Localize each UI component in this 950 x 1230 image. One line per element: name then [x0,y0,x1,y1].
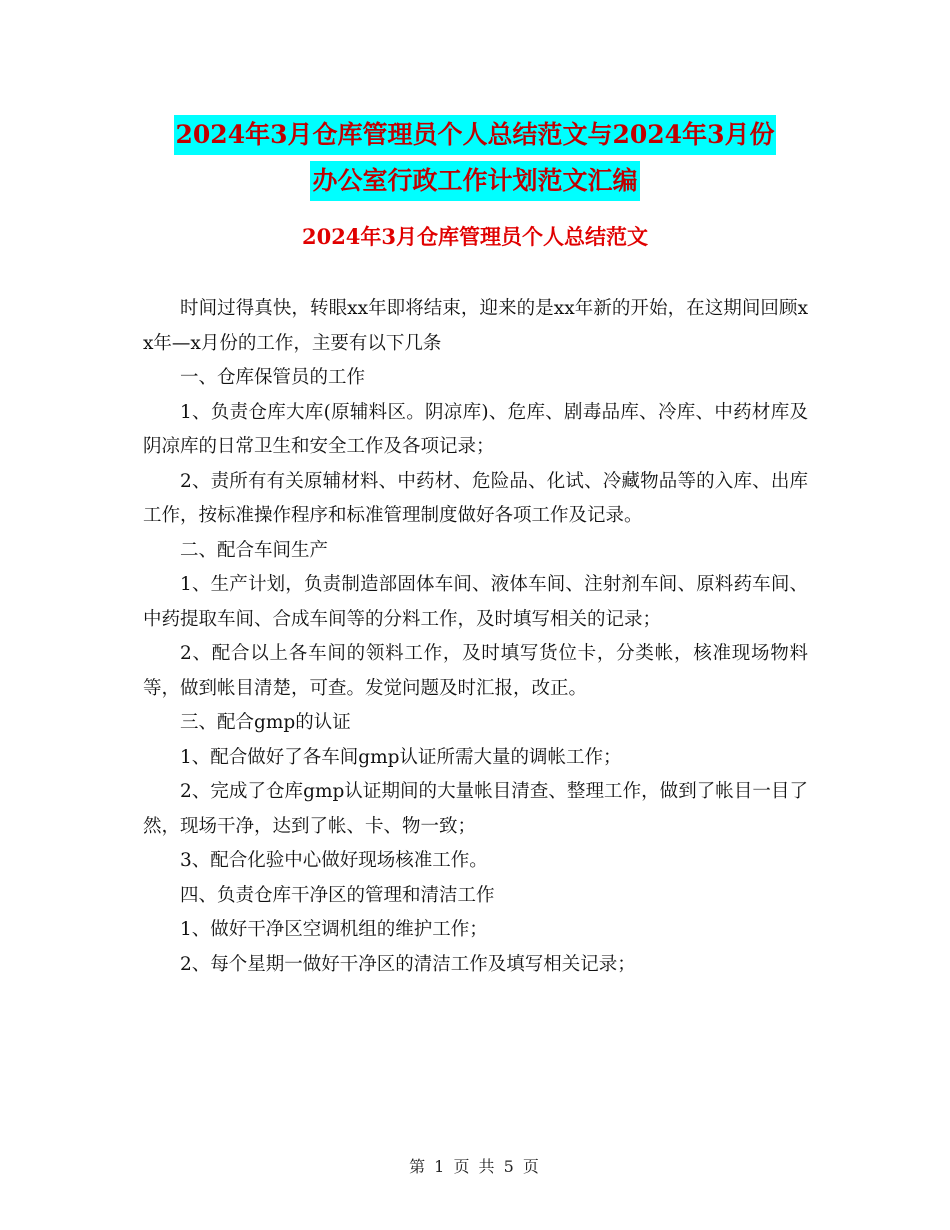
paragraph: 2、责所有有关原辅材料、中药材、危险品、化试、冷藏物品等的入库、出库工作，按标准操作程序和标准管理制度做好各项工作及记录。 [143,470,808,526]
paragraph: 1、负责仓库大库(原辅料区。阴凉库)、危库、剧毒品库、冷库、中药材库及阴凉库的日常卫生和安全工作及各项记录； [143,401,808,457]
paragraph: 2、配合以上各车间的领料工作，及时填写货位卡，分类帐，核准现场物料等，做到帐目清楚，可查。发觉问题及时汇报，改正。 [143,643,808,699]
paragraph: 1、做好干净区空调机组的维护工作； [180,919,488,940]
paragraph: 一、仓库保管员的工作 [180,367,366,388]
paragraph: 三、配合gmp的认证 [180,712,351,733]
paragraph: 二、配合车间生产 [180,539,329,561]
paragraph: 3、配合化验中心做好现场核准工作。 [180,850,488,871]
paragraph: 四、负责仓库干净区的管理和清洁工作 [180,884,495,906]
title-line-2: 办公室行政工作计划范文汇编 [310,161,639,201]
paragraph: 2、每个星期一做好干净区的清洁工作及填写相关记录； [180,953,636,975]
section-heading: 2024年3月仓库管理员个人总结范文 [301,224,649,249]
page-number-footer: 第 1 页 共 5 页 [409,1157,541,1176]
document-title [0,112,950,204]
title-line-1: 2024年3月仓库管理员个人总结范文与2024年3月份 [174,115,777,155]
document-body [143,292,808,982]
paragraph: 2、完成了仓库gmp认证期间的大量帐目清查、整理工作，做到了帐目一目了然，现场干净，达到了帐、卡、物一致； [143,781,808,837]
paragraph: 1、生产计划，负责制造部固体车间、液体车间、注射剂车间、原料药车间、中药提取车间、合成车间等的分料工作，及时填写相关的记录； [143,574,808,630]
paragraph: 1、配合做好了各车间gmp认证所需大量的调帐工作； [180,746,622,768]
paragraph: 时间过得真快，转眼xx年即将结束，迎来的是xx年新的开始，在这期间回顾xx年—x月份的工作，主要有以下几条 [143,298,808,354]
